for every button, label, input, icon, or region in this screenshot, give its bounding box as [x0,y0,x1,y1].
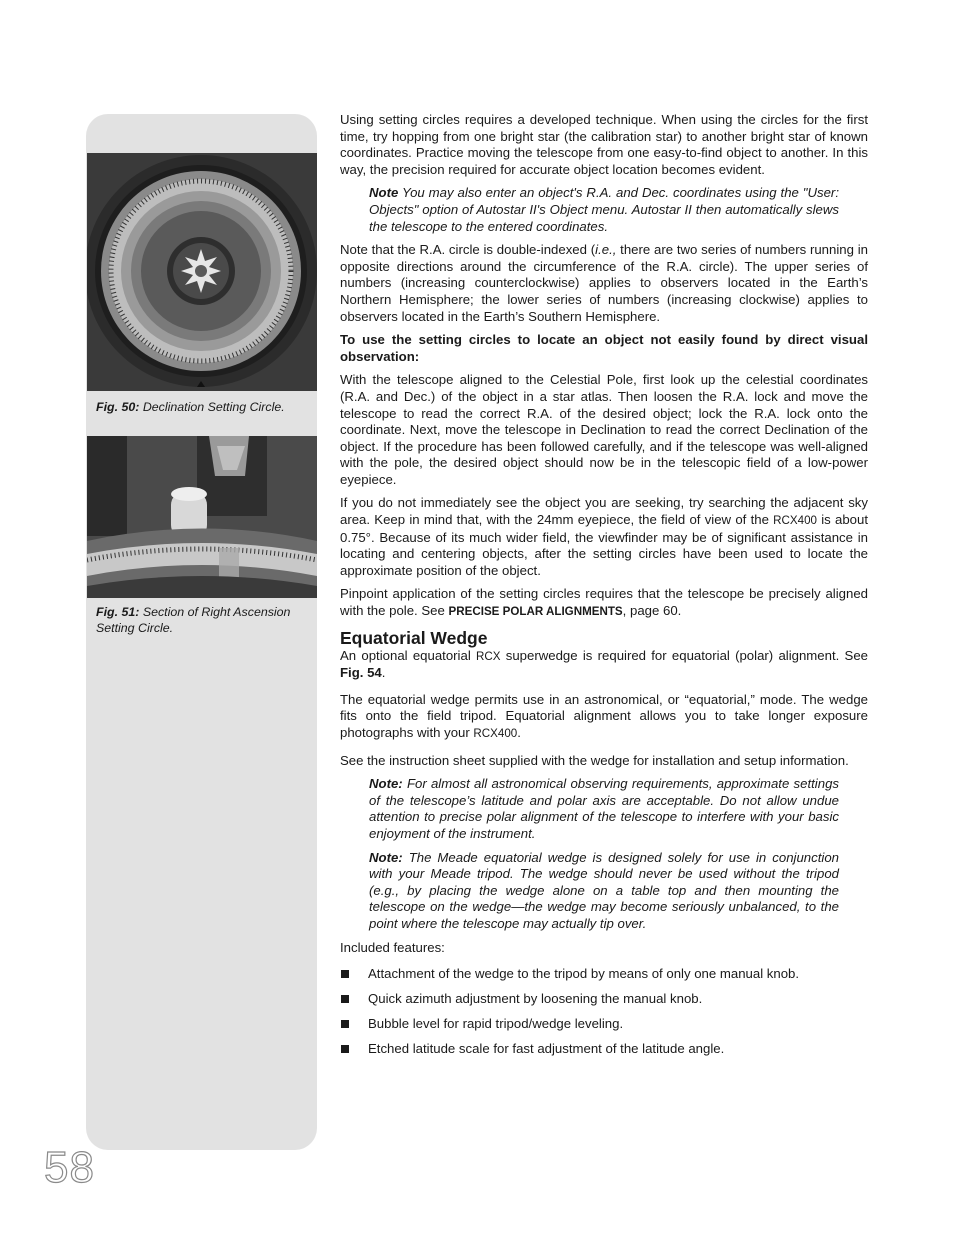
paragraph: See the instruction sheet supplied with the wedge for installation and setup information. [340,752,849,768]
figure-ra-setting-circle [87,436,317,598]
paragraph: The equatorial wedge permits use in an astronomical, or “equatorial,” mode. The wedge fits onto the field tripod. Equatorial alignment allows you to take longer exposure photographs with your RCX400. [340,691,868,740]
paragraph: Note that the R.A. circle is double-indexed (i.e., there are two series of numbers running in opposite directions around the circumference of the R.A. circle). The upper series of numbers (increasing counterclockwise) applies to observers located in the Earth’s Northern Hemisphere; the lower series of numbers (increasing clockwise) applies to observers located in the Earth’s Southern Hemisphere. [340,242,868,324]
list-item: Etched latitude scale for fast adjustment of the latitude angle. [340,1041,868,1058]
ra-circle-photo [87,436,317,598]
list-item: Bubble level for rapid tripod/wedge leveling. [340,1016,868,1033]
page-number: 58 [44,1143,95,1192]
section-heading: Equatorial Wedge [340,627,488,648]
procedure-heading: To use the setting circles to locate an object not easily found by direct visual observation: [340,332,868,364]
note-wedge-tripod: Note: The Meade equatorial wedge is designed solely for use in conjunction with your Meade tripod. The wedge should never be used without the tripod (e.g., by placing the wedge alone on a table top and then mounting the telescope on the wedge—the wedge may become seriously unbalanced, to the point where the telescope may actually tip over. [369,849,839,931]
bullet-icon [341,995,349,1003]
figure-caption-51: Fig. 51: Section of Right Ascension Setting Circle. [96,605,291,635]
note-autostar: Note You may also enter an object's R.A. and Dec. coordinates using the "User: Objects" option of Autostar II's Object menu. Autostar II then automatically slews the telescope to the entered coordinates. [369,185,839,234]
main-text-column [340,112,868,1067]
figure-caption-50: Fig. 50: Declination Setting Circle. [96,400,285,414]
bullet-icon [341,1020,349,1028]
paragraph: Included features: [340,939,445,955]
note-polar-alignment: Note: For almost all astronomical observing requirements, approximate settings of the telescope’s latitude and polar axis are acceptable. Do not allow undue attention to precise polar alignment of the telescope to interfere with your basic enjoyment of the instrument. [369,776,839,841]
paragraph: If you do not immediately see the object you are seeking, try searching the adjacent sky area. Keep in mind that, with the 24mm eyepiece, the field of view of the RCX400 is about 0.75°. Because of its much wider field, the viewfinder may be of significant assistance in locating and centering objects, after the setting circles have been used to locate the approximate position of the object. [340,495,868,578]
bullet-icon [341,970,349,978]
features-list [340,966,868,1058]
paragraph: Using setting circles requires a developed technique. When using the circles for the first time, try hopping from one bright star (the calibration star) to another bright star of known coordinates. Practice moving the telescope from one easy-to-find object to another. In this way, the precision required for accurate object location becomes evident. [340,112,868,177]
paragraph: With the telescope aligned to the Celestial Pole, first look up the celestial coordinates (R.A. and Dec.) of the object in a star atlas. Then loosen the R.A. lock and move the telescope to read the correct R.A. of the desired object; lock the R.A. lock onto the coordinate. Next, move the telescope in Declination to read the correct Declination of the object. If the procedure has been followed carefully, and if the telescope was well-aligned with the pole, the desired object should now be in the telescopic field of a low-power eyepiece. [340,372,868,487]
declination-circle-photo [87,153,317,391]
list-item: Quick azimuth adjustment by loosening the manual knob. [340,991,868,1008]
paragraph: Pinpoint application of the setting circles requires that the telescope be precisely aligned with the pole. See PRECISE POLAR ALIGNMENTS, page 60. [340,586,868,619]
list-item: Attachment of the wedge to the tripod by means of only one manual knob. [340,966,868,983]
paragraph: An optional equatorial RCX superwedge is required for equatorial (polar) alignment. See Fig. 54. [340,647,868,681]
bullet-icon [341,1045,349,1053]
figure-declination-setting-circle [87,153,317,391]
